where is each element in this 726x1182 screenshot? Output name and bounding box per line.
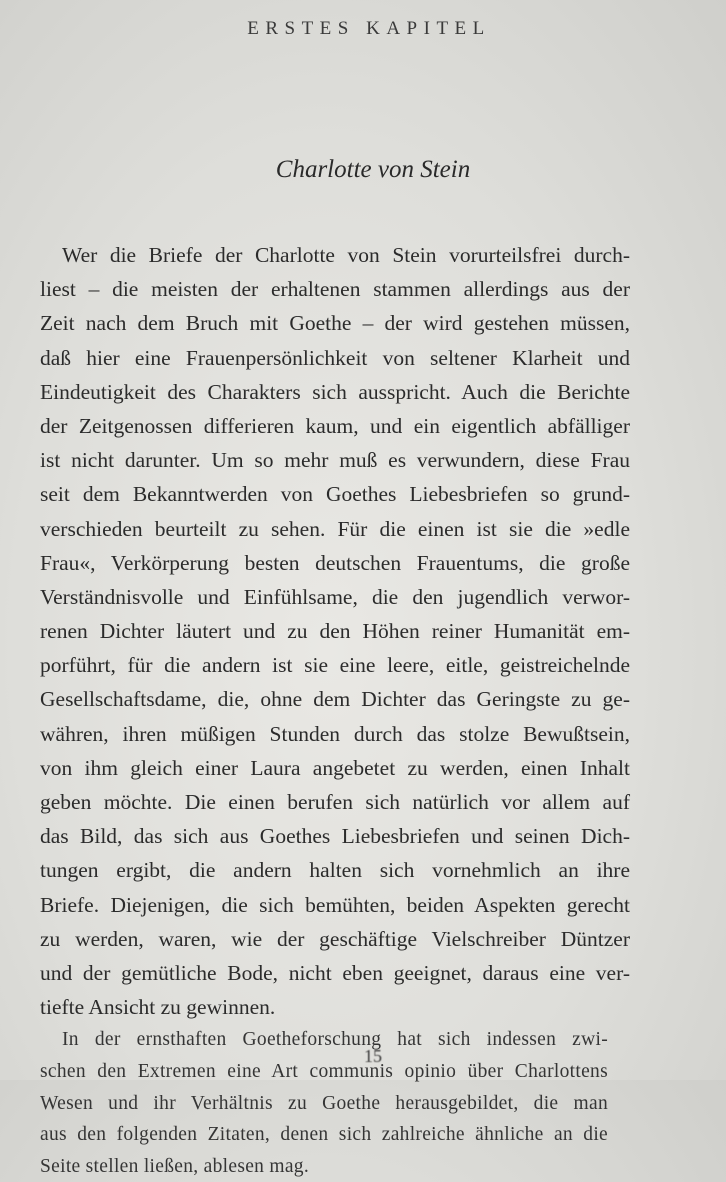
text-line: liest – die meisten der erhaltenen stammen allerdings aus der bbox=[40, 277, 630, 302]
body-text bbox=[40, 238, 630, 1182]
text-line: geben möchte. Die einen berufen sich natürlich vor allem auf bbox=[40, 790, 630, 814]
text-line: Wer die Briefe der Charlotte von Stein vorurteilsfrei durch- bbox=[62, 243, 630, 267]
text-line: Zeit nach dem Bruch mit Goethe – der wird gestehen müssen, bbox=[40, 311, 630, 336]
text-line: In der ernsthaften Goetheforschung hat sich indessen zwi- bbox=[62, 1029, 608, 1051]
text-line: währen, ihren müßigen Stunden durch das stolze Bewußtsein, bbox=[40, 721, 630, 746]
paragraph-1 bbox=[40, 238, 630, 1024]
text-line: seit dem Bekanntwerden von Goethes Liebesbriefen so grund- bbox=[40, 482, 630, 507]
text-line: daß hier eine Frauenpersönlichkeit von seltener Klarheit und bbox=[40, 345, 630, 370]
text-line: von ihm gleich einer Laura angebetet zu werden, einen Inhalt bbox=[40, 755, 630, 780]
text-line: zu werden, waren, wie der geschäftige Vielschreiber Düntzer bbox=[40, 926, 630, 951]
text-line: Frau«, Verkörperung besten deutschen Frauentums, die große bbox=[40, 550, 630, 575]
text-line: aus den folgenden Zitaten, denen sich zahlreiche ähnliche an die bbox=[40, 1124, 608, 1146]
text-line: ist nicht darunter. Um so mehr muß es verwundern, diese Frau bbox=[40, 448, 630, 473]
text-line: porführt, für die andern ist sie eine leere, eitle, geistreichelnde bbox=[40, 653, 630, 678]
text-line: tungen ergibt, die andern halten sich vornehmlich an ihre bbox=[40, 858, 630, 883]
running-head: ERSTES KAPITEL bbox=[247, 18, 491, 39]
text-line: der Zeitgenossen differieren kaum, und ein eigentlich abfälliger bbox=[40, 413, 630, 438]
text-line: Verständnisvolle und Einfühlsame, die den jugendlich verwor- bbox=[40, 584, 630, 609]
text-line: und der gemütliche Bode, nicht eben geeignet, daraus eine ver- bbox=[40, 960, 630, 985]
text-line: verschieden beurteilt zu sehen. Für die einen ist sie die »edle bbox=[40, 516, 630, 541]
text-line: Seite stellen ließen, ablesen mag. bbox=[40, 1155, 310, 1177]
text-line: Eindeutigkeit des Charakters sich ausspricht. Auch die Berichte bbox=[40, 379, 630, 404]
text-line: renen Dichter läutert und zu den Höhen reiner Humanität em- bbox=[40, 619, 630, 644]
chapter-title: Charlotte von Stein bbox=[275, 156, 471, 183]
text-line: schen den Extremen eine Art communis opinio über Charlottens bbox=[40, 1060, 608, 1082]
text-line: tiefte Ansicht zu gewinnen. bbox=[40, 995, 276, 1020]
text-line: Briefe. Diejenigen, die sich bemühten, beiden Aspekten gerecht bbox=[40, 892, 630, 917]
text-line: Wesen und ihr Verhältnis zu Goethe herausgebildet, die man bbox=[40, 1092, 608, 1114]
text-line: das Bild, das sich aus Goethes Liebesbriefen und seinen Dich- bbox=[40, 824, 630, 849]
text-line: Gesellschaftsdame, die, ohne dem Dichter das Geringste zu ge- bbox=[40, 687, 630, 712]
page-number: 15 bbox=[364, 1046, 382, 1066]
